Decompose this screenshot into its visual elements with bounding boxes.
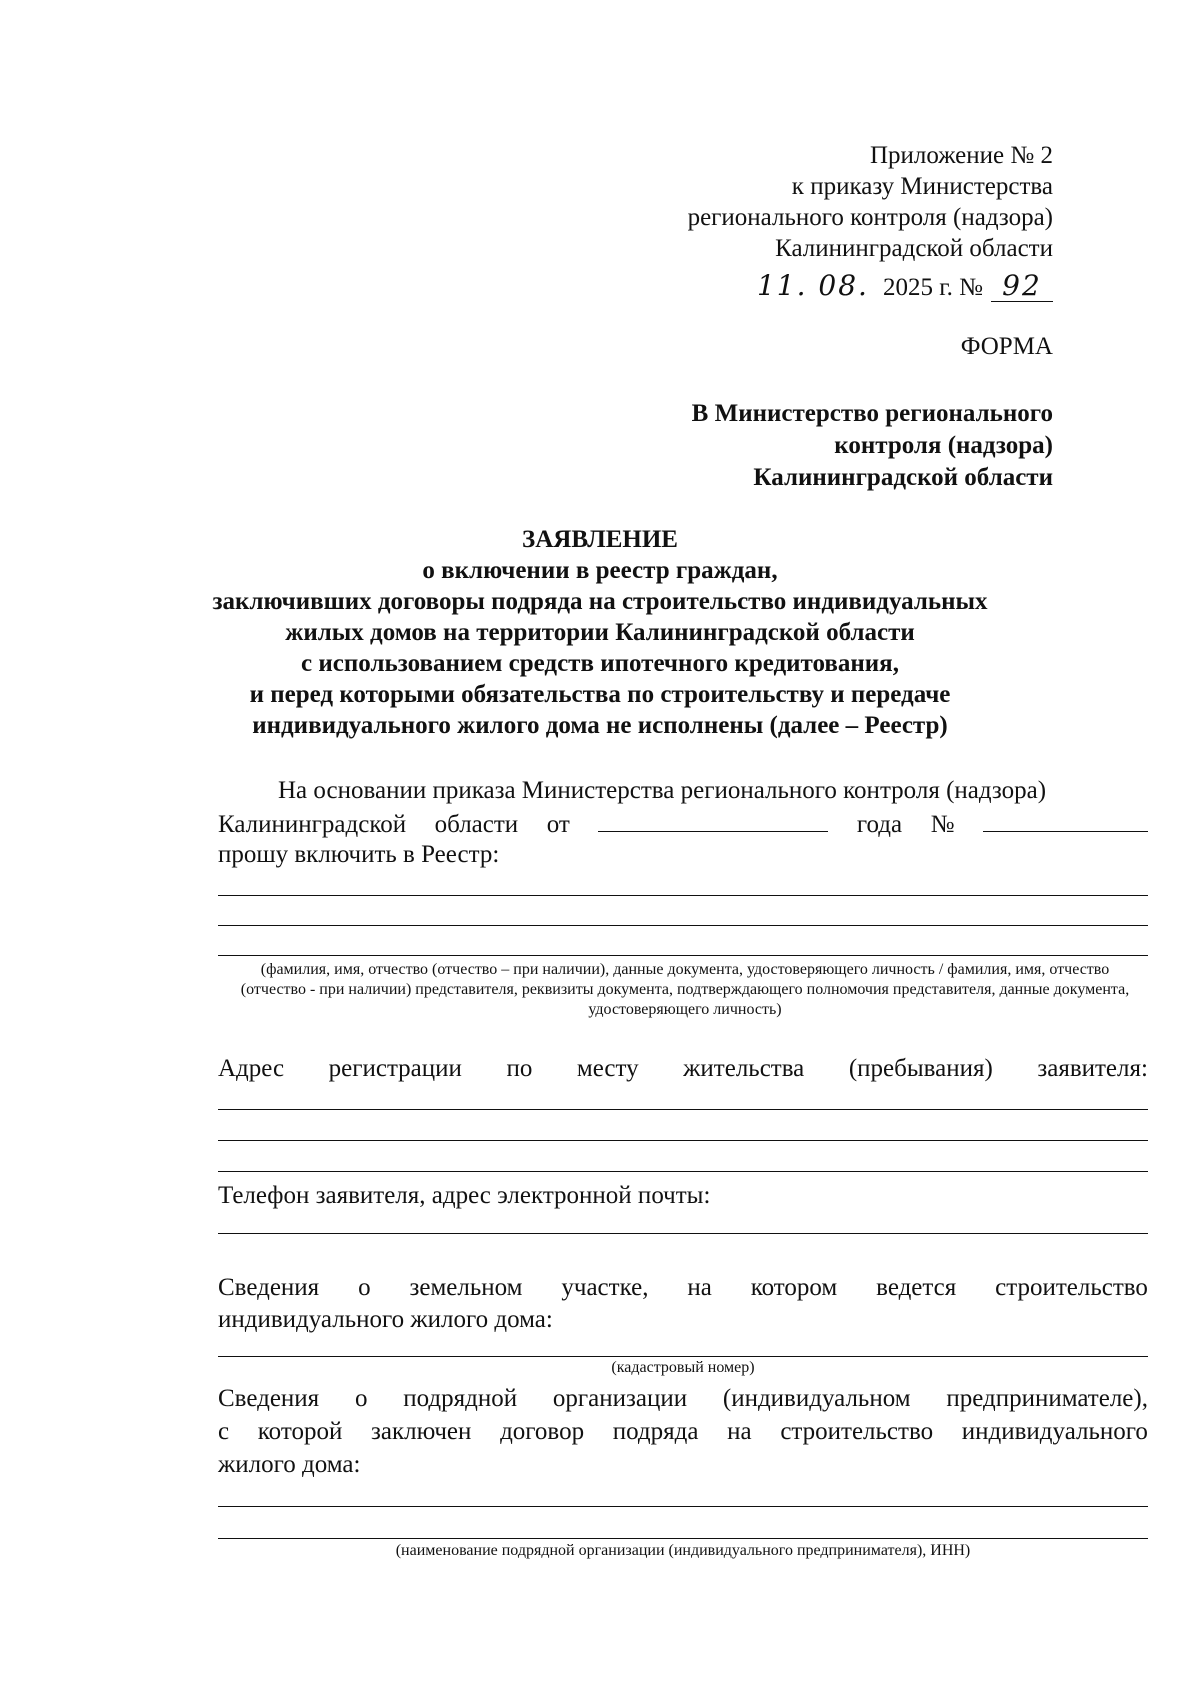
land-label-line-1 xyxy=(218,1272,1148,1304)
contractor-word: индивидуального xyxy=(961,1418,1148,1445)
contractor-word: подрядной xyxy=(403,1385,518,1412)
caption-cadastral: (кадастровый номер) xyxy=(611,1359,755,1376)
handwritten-date: 11. 08. xyxy=(756,269,869,302)
order-year-number-label: 2025 г. № xyxy=(882,274,983,301)
order-date-number xyxy=(757,270,1053,301)
cadastral-fill-line[interactable] xyxy=(218,1356,1148,1357)
caption-person: (фамилия, имя, отчество (отчество – при наличии), данные документа, удостоверяющего личность / фамилия, имя, отчество (отчество - при наличии) представителя, реквизиты документа, подтверждающего полномочия представителя, данные документа, удостоверяющего личность) xyxy=(240,961,1130,1018)
contractor-fill-line[interactable] xyxy=(218,1538,1148,1539)
contractor-word: подряда xyxy=(612,1418,699,1445)
contractor-word: с xyxy=(218,1418,230,1445)
title-line-4: с использованием средств ипотечного кредитования, xyxy=(301,650,899,677)
contractor-label-line-2 xyxy=(218,1416,1148,1448)
contractor-word: организации xyxy=(552,1385,688,1412)
land-label-line-2: индивидуального жилого дома: xyxy=(218,1306,553,1333)
intro-word: области xyxy=(434,811,519,838)
appendix-header xyxy=(688,140,1053,264)
address-word: регистрации xyxy=(328,1055,462,1082)
order-date-field[interactable] xyxy=(598,807,828,832)
address-word: Адрес xyxy=(218,1055,285,1082)
intro-word: Калининградской xyxy=(218,811,407,838)
intro-word: от xyxy=(546,811,570,838)
title-line-2: заключивших договоры подряда на строительство индивидуальных xyxy=(212,588,988,615)
intro-line-1: На основании приказа Министерства регионального контроля (надзора) xyxy=(278,777,1047,804)
document-title xyxy=(0,524,1200,741)
land-word: участке, xyxy=(561,1274,649,1301)
contractor-word: на xyxy=(727,1418,752,1445)
address-word: по xyxy=(506,1055,533,1082)
contractor-word: заключен xyxy=(371,1418,472,1445)
title-main: ЗАЯВЛЕНИЕ xyxy=(522,526,678,553)
contractor-word: предпринимателе), xyxy=(946,1385,1148,1412)
intro-line-2 xyxy=(218,807,1148,841)
recipient-line-3: Калининградской области xyxy=(753,464,1053,491)
intro-word: года xyxy=(856,811,903,838)
land-word: о xyxy=(358,1274,371,1301)
recipient-line-2: контроля (надзора) xyxy=(834,432,1053,459)
address-fill-line[interactable] xyxy=(218,1109,1148,1110)
contractor-word: которой xyxy=(257,1418,343,1445)
contractor-fill-line[interactable] xyxy=(218,1506,1148,1507)
contractor-word: о xyxy=(354,1385,368,1412)
handwritten-order-number: 92 xyxy=(991,270,1053,302)
order-number-field[interactable] xyxy=(983,807,1148,832)
address-word: (пребывания) xyxy=(848,1055,993,1082)
appendix-line-1: Приложение № 2 xyxy=(869,142,1053,169)
intro-line-3: прошу включить в Реестр: xyxy=(218,841,500,868)
contractor-word: (индивидуальном xyxy=(722,1385,911,1412)
contractor-label-line-1 xyxy=(218,1383,1148,1415)
intro-word: № xyxy=(930,811,955,838)
applicant-fill-line[interactable] xyxy=(218,955,1148,956)
appendix-line-4: Калининградской области xyxy=(775,235,1053,262)
title-line-1: о включении в реестр граждан, xyxy=(422,557,778,584)
contractor-word: строительство xyxy=(780,1418,934,1445)
phone-label: Телефон заявителя, адрес электронной почты: xyxy=(218,1182,711,1209)
applicant-fill-line[interactable] xyxy=(218,925,1148,926)
phone-fill-line[interactable] xyxy=(218,1233,1148,1234)
address-label xyxy=(218,1053,1148,1085)
contractor-label-line-3: жилого дома: xyxy=(218,1451,361,1478)
caption-contractor: (наименование подрядной организации (индивидуального предпринимателя), ИНН) xyxy=(395,1542,971,1559)
address-word: жительства xyxy=(683,1055,805,1082)
title-line-6: индивидуального жилого дома не исполнены (далее – Реестр) xyxy=(252,712,948,739)
land-word: котором xyxy=(750,1274,838,1301)
land-word: на xyxy=(687,1274,712,1301)
title-line-5: и перед которыми обязательства по строительству и передаче xyxy=(249,681,951,708)
title-line-3: жилых домов на территории Калининградской области xyxy=(285,619,915,646)
land-word: ведется xyxy=(876,1274,957,1301)
recipient-line-1: В Министерство регионального xyxy=(691,400,1053,427)
address-word: месту xyxy=(576,1055,639,1082)
appendix-line-3: регионального контроля (надзора) xyxy=(687,204,1053,231)
land-word: строительство xyxy=(995,1274,1148,1301)
recipient-block xyxy=(692,398,1053,494)
address-word: заявителя: xyxy=(1037,1055,1148,1082)
land-word: земельном xyxy=(409,1274,523,1301)
address-fill-line[interactable] xyxy=(218,1140,1148,1141)
applicant-fill-line[interactable] xyxy=(218,895,1148,896)
form-label: ФОРМА xyxy=(960,333,1053,360)
contractor-word: договор xyxy=(500,1418,585,1445)
contractor-word: Сведения xyxy=(218,1385,320,1412)
address-fill-line[interactable] xyxy=(218,1171,1148,1172)
appendix-line-2: к приказу Министерства xyxy=(791,173,1053,200)
land-word: Сведения xyxy=(218,1274,320,1301)
